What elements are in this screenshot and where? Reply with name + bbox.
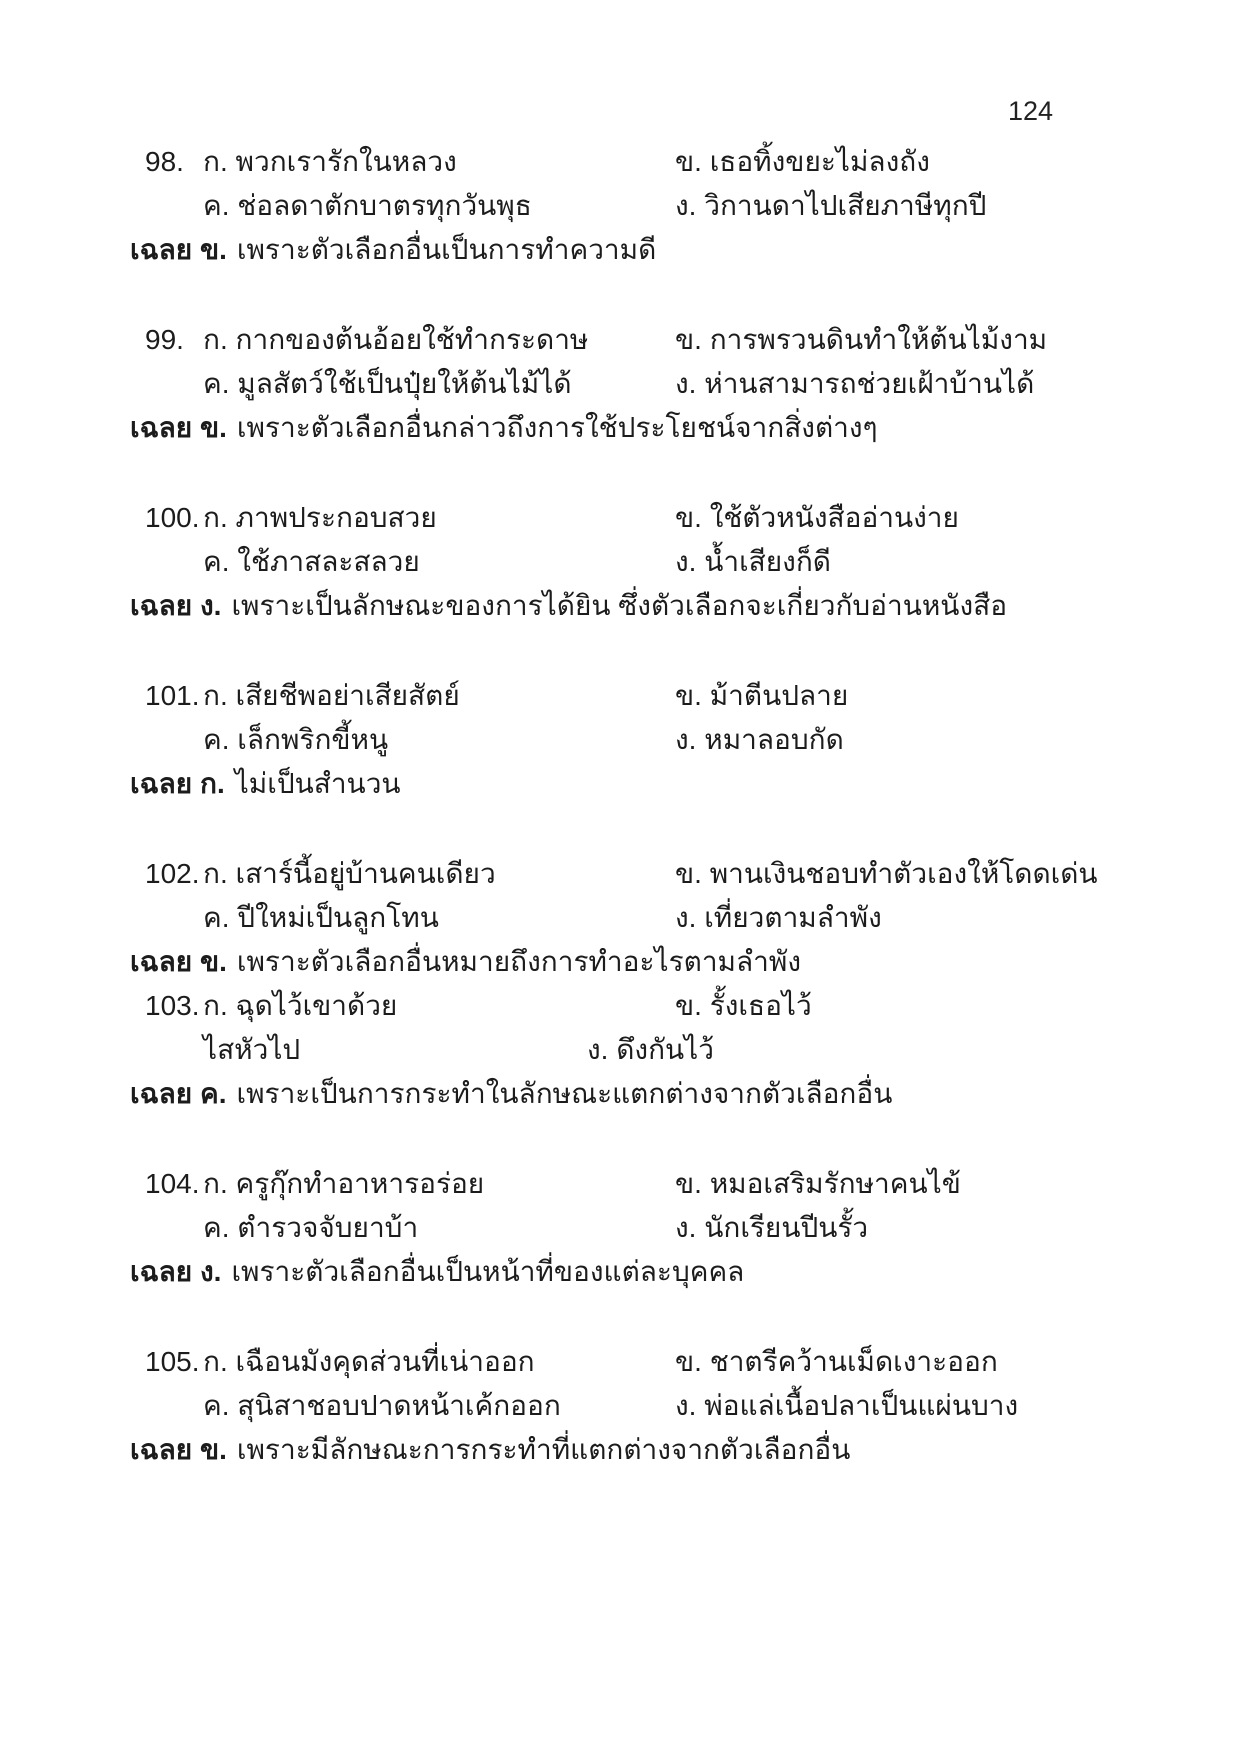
option-d: ง. ห่านสามารถช่วยเฝ้าบ้านได้ xyxy=(675,368,1035,399)
answer-line xyxy=(0,584,1240,628)
option-a: ก. ภาพประกอบสวย xyxy=(203,502,437,533)
answer-line xyxy=(0,1428,1240,1472)
question-row xyxy=(0,496,1240,540)
answer-label: เฉลย ก. xyxy=(130,768,225,799)
option-c: ค. ตำรวจจับยาบ้า xyxy=(203,1212,419,1243)
answer-label: เฉลย ข. xyxy=(130,946,227,977)
question-number: 100. xyxy=(145,502,200,533)
question-row xyxy=(0,674,1240,718)
question-row xyxy=(0,1028,1240,1072)
question-row xyxy=(0,1162,1240,1206)
question-number: 102. xyxy=(145,858,200,889)
question-row xyxy=(0,540,1240,584)
answer-text: ไม่เป็นสำนวน xyxy=(234,768,401,799)
question-row xyxy=(0,718,1240,762)
answer-text: เพราะตัวเลือกอื่นเป็นการทำความดี xyxy=(236,234,657,265)
option-c: ค. ปีใหม่เป็นลูกโทน xyxy=(203,902,439,933)
option-b: ข. ชาตรีคว้านเม็ดเงาะออก xyxy=(675,1346,998,1377)
answer-line xyxy=(0,228,1240,272)
question-block-103 xyxy=(0,984,1240,1116)
option-a: ก. ฉุดไว้เขาด้วย xyxy=(203,990,398,1021)
question-row xyxy=(0,318,1240,362)
answer-text: เพราะเป็นลักษณะของการได้ยิน ซึ่งตัวเลือกจะเกี่ยวกับอ่านหนังสือ xyxy=(231,590,1008,621)
option-c: ค. ใช้ภาสละสลวย xyxy=(203,546,420,577)
option-a: ก. เสียชีพอย่าเสียสัตย์ xyxy=(203,680,460,711)
page-number: 124 xyxy=(1008,96,1054,126)
question-number: 104. xyxy=(145,1168,200,1199)
answer-text: เพราะตัวเลือกอื่นหมายถึงการทำอะไรตามลำพัง xyxy=(236,946,802,977)
option-a: ก. เสาร์นี้อยู่บ้านคนเดียว xyxy=(203,858,496,889)
question-number: 101. xyxy=(145,680,200,711)
option-d: ง. นักเรียนปีนรั้ว xyxy=(675,1212,869,1243)
option-b: ข. รั้งเธอไว้ xyxy=(675,990,812,1021)
option-a: ก. พวกเรารักในหลวง xyxy=(203,146,457,177)
answer-line xyxy=(0,940,1240,984)
answer-label: เฉลย ค. xyxy=(130,1078,227,1109)
option-b: ข. หมอเสริมรักษาคนไข้ xyxy=(675,1168,961,1199)
option-a: ก. เฉือนมังคุดส่วนที่เน่าออก xyxy=(203,1346,535,1377)
option-c: ค. ช่อลดาตักบาตรทุกวันพุธ xyxy=(203,190,532,221)
question-number: 99. xyxy=(145,324,184,355)
question-row xyxy=(0,1384,1240,1428)
option-a: ก. ครูกุ๊กทำอาหารอร่อย xyxy=(203,1168,485,1199)
question-row xyxy=(0,1340,1240,1384)
option-d: ง. วิกานดาไปเสียภาษีทุกปี xyxy=(675,190,987,221)
question-number: 98. xyxy=(145,146,184,177)
question-block-98 xyxy=(0,140,1240,272)
answer-label: เฉลย ง. xyxy=(130,1256,222,1287)
option-d: ง. น้ำเสียงก็ดี xyxy=(675,546,831,577)
option-c: ไสหัวไป xyxy=(203,1034,301,1065)
option-d: ง. เที่ยวตามลำพัง xyxy=(675,902,882,933)
option-d: ง. พ่อแล่เนื้อปลาเป็นแผ่นบาง xyxy=(675,1390,1019,1421)
answer-key-content xyxy=(0,140,1240,1518)
question-number: 103. xyxy=(145,990,200,1021)
option-a: ก. กากของต้นอ้อยใช้ทำกระดาษ xyxy=(203,324,589,355)
option-c: ค. มูลสัตว์ใช้เป็นปุ๋ยให้ต้นไม้ได้ xyxy=(203,368,572,399)
answer-line xyxy=(0,762,1240,806)
question-block-102 xyxy=(0,852,1240,984)
answer-line xyxy=(0,1250,1240,1294)
option-b: ข. พานเงินชอบทำตัวเองให้โดดเด่น xyxy=(675,858,1098,889)
option-c: ค. เล็กพริกขี้หนู xyxy=(203,724,389,755)
option-c: ค. สุนิสาชอบปาดหน้าเค้กออก xyxy=(203,1390,561,1421)
question-row xyxy=(0,1206,1240,1250)
question-row xyxy=(0,362,1240,406)
answer-text: เพราะตัวเลือกอื่นเป็นหน้าที่ของแต่ละบุคคล xyxy=(231,1256,745,1287)
answer-label: เฉลย ข. xyxy=(130,234,227,265)
answer-text: เพราะตัวเลือกอื่นกล่าวถึงการใช้ประโยชน์จากสิ่งต่างๆ xyxy=(236,412,878,443)
question-block-104 xyxy=(0,1162,1240,1294)
option-d: ง. ดึงกันไว้ xyxy=(587,1034,714,1065)
option-b: ข. ใช้ตัวหนังสืออ่านง่าย xyxy=(675,502,959,533)
question-block-105 xyxy=(0,1340,1240,1472)
answer-line xyxy=(0,406,1240,450)
option-b: ข. เธอทิ้งขยะไม่ลงถัง xyxy=(675,146,930,177)
option-b: ข. ม้าตีนปลาย xyxy=(675,680,849,711)
question-block-99 xyxy=(0,318,1240,450)
answer-label: เฉลย ง. xyxy=(130,590,222,621)
answer-text: เพราะเป็นการกระทำในลักษณะแตกต่างจากตัวเลือกอื่น xyxy=(236,1078,893,1109)
question-block-100 xyxy=(0,496,1240,628)
question-block-101 xyxy=(0,674,1240,806)
option-d: ง. หมาลอบกัด xyxy=(675,724,844,755)
question-row xyxy=(0,896,1240,940)
question-row xyxy=(0,852,1240,896)
answer-text: เพราะมีลักษณะการกระทำที่แตกต่างจากตัวเลือกอื่น xyxy=(236,1434,851,1465)
answer-label: เฉลย ข. xyxy=(130,412,227,443)
answer-line xyxy=(0,1072,1240,1116)
question-row xyxy=(0,184,1240,228)
option-b: ข. การพรวนดินทำให้ต้นไม้งาม xyxy=(675,324,1048,355)
answer-label: เฉลย ข. xyxy=(130,1434,227,1465)
question-row xyxy=(0,984,1240,1028)
question-row xyxy=(0,140,1240,184)
question-number: 105. xyxy=(145,1346,200,1377)
